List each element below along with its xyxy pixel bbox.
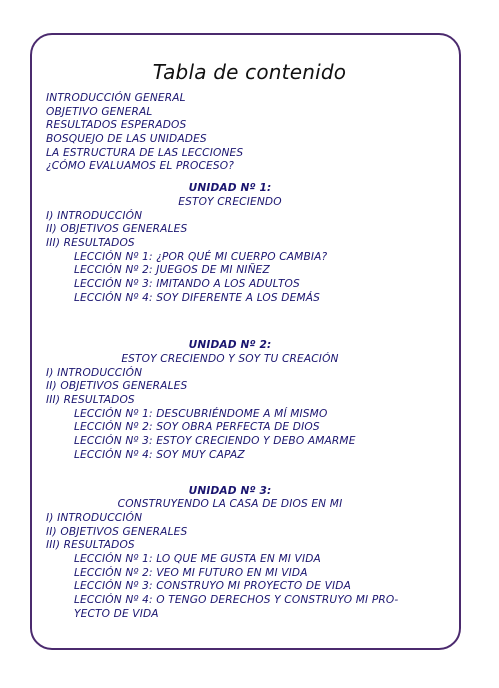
toc-entry: ¿CÓMO EVALUAMOS EL PROCESO? xyxy=(46,160,235,173)
unit-section-1 xyxy=(46,182,446,305)
toc-section: II) OBJETIVOS GENERALES xyxy=(46,380,188,393)
unit-section-2 xyxy=(46,339,446,462)
unit-subtitle: CONSTRUYENDO LA CASA DE DIOS EN MI xyxy=(117,498,343,511)
toc-section: III) RESULTADOS xyxy=(46,539,135,552)
lesson-entry: YECTO DE VIDA xyxy=(74,607,159,620)
toc-section: III) RESULTADOS xyxy=(46,236,135,249)
lesson-entry: LECCIÓN Nº 3: ESTOY CRECIENDO Y DEBO AMARME xyxy=(74,435,356,448)
page-title: Tabla de contenido xyxy=(152,60,347,84)
intro-list xyxy=(46,92,446,174)
unit-section-3 xyxy=(46,485,446,622)
unit-heading: UNIDAD Nº 1: xyxy=(188,182,272,195)
lesson-entry: LECCIÓN Nº 4: O TENGO DERECHOS Y CONSTRUYO MI PRO- xyxy=(74,594,399,606)
lesson-entry: LECCIÓN Nº 2: JUEGOS DE MI NIÑEZ xyxy=(74,264,270,277)
spacer xyxy=(46,463,446,485)
toc-section: III) RESULTADOS xyxy=(46,394,135,407)
spacer xyxy=(46,305,446,339)
unit-heading: UNIDAD Nº 2: xyxy=(188,339,272,352)
lesson-entry: LECCIÓN Nº 1: LO QUE ME GUSTA EN MI VIDA xyxy=(74,552,321,565)
lesson-entry: LECCIÓN Nº 2: SOY OBRA PERFECTA DE DIOS xyxy=(74,421,320,434)
toc-entry: LA ESTRUCTURA DE LAS LECCIONES xyxy=(46,146,244,159)
toc-entry: OBJETIVO GENERAL xyxy=(46,105,153,118)
lesson-entry: LECCIÓN Nº 3: IMITANDO A LOS ADULTOS xyxy=(74,277,300,290)
toc-section: I) INTRODUCCIÓN xyxy=(46,366,143,379)
toc-entry: INTRODUCCIÓN GENERAL xyxy=(46,92,186,104)
lesson-entry: LECCIÓN Nº 1: DESCUBRIÉNDOME A MÍ MISMO xyxy=(74,407,328,420)
lesson-entry: LECCIÓN Nº 2: VEO MI FUTURO EN MI VIDA xyxy=(74,566,308,579)
toc-section: II) OBJETIVOS GENERALES xyxy=(46,223,188,236)
toc-entry: BOSQUEJO DE LAS UNIDADES xyxy=(46,133,207,146)
toc-entry: RESULTADOS ESPERADOS xyxy=(46,119,187,132)
toc-section: I) INTRODUCCIÓN xyxy=(46,209,143,222)
toc-section: II) OBJETIVOS GENERALES xyxy=(46,525,188,538)
unit-subtitle: ESTOY CRECIENDO Y SOY TU CREACIÓN xyxy=(121,353,339,365)
lesson-entry: LECCIÓN Nº 1: ¿POR QUÉ MI CUERPO CAMBIA? xyxy=(74,250,328,263)
unit-subtitle: ESTOY CRECIENDO xyxy=(178,195,282,208)
toc-section: I) INTRODUCCIÓN xyxy=(46,511,143,524)
table-of-contents xyxy=(46,92,446,621)
unit-heading: UNIDAD Nº 3: xyxy=(188,484,272,497)
lesson-entry: LECCIÓN Nº 4: SOY DIFERENTE A LOS DEMÁS xyxy=(74,291,321,304)
spacer xyxy=(46,174,446,182)
lesson-entry: LECCIÓN Nº 3: CONSTRUYO MI PROYECTO DE VIDA xyxy=(74,580,351,593)
lesson-entry: LECCIÓN Nº 4: SOY MUY CAPAZ xyxy=(74,448,245,461)
